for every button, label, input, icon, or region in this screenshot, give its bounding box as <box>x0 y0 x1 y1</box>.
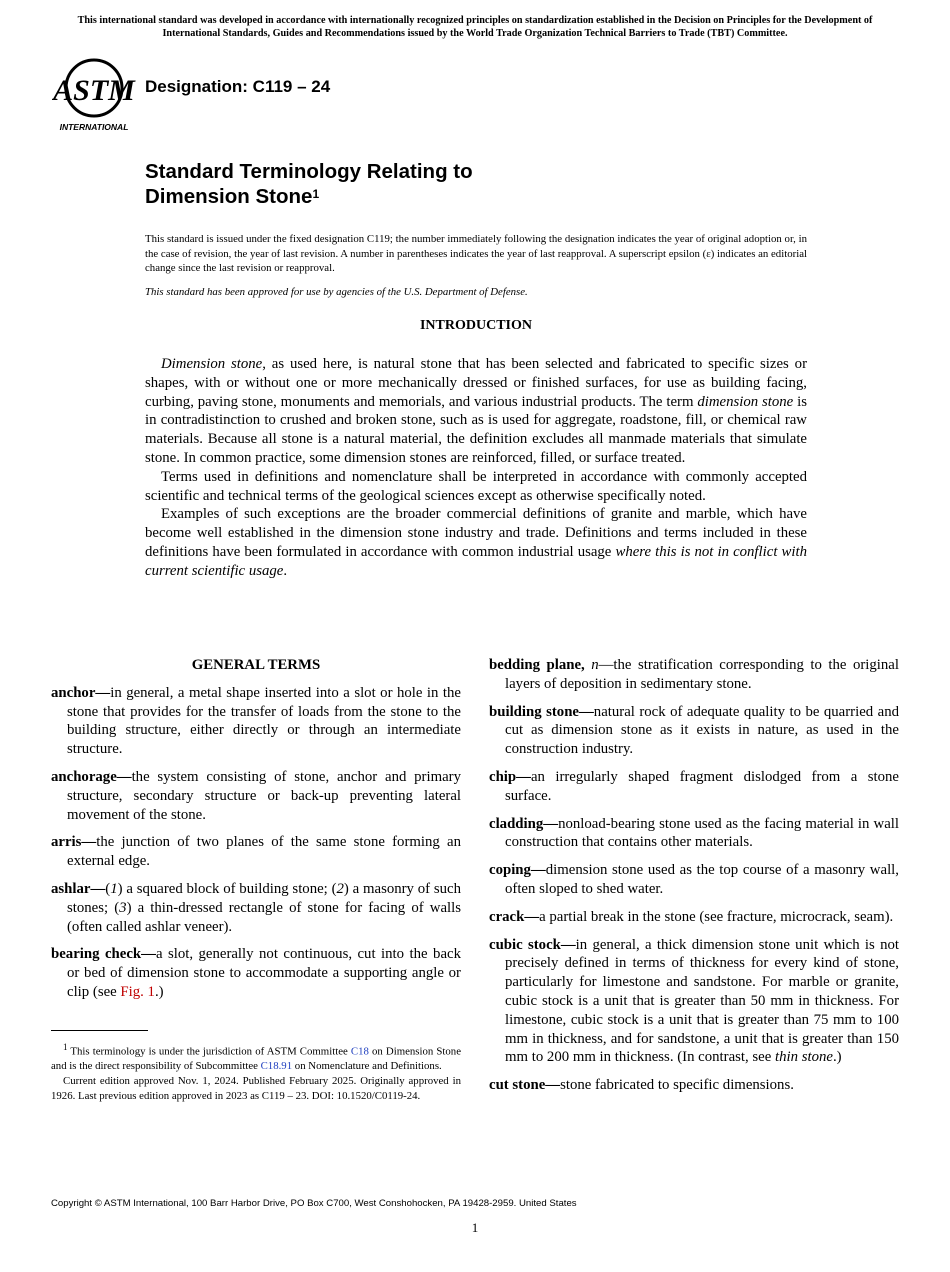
document-title <box>145 159 473 209</box>
wto-notice: This international standard was developed in accordance with internationally recognized principles on standardization established in the Decision on Principles for the Development of International Standards, Guides and Recommendations issued by the World Trade Organization Technical Barriers to Trade (TBT) Committee. <box>77 15 873 39</box>
footnote: $^1$ This terminology is under the jurisdiction of ASTM Committee C18 on Dimension Stone and is the direct responsibility of Subcommittee C18.91 on Nomenclature and Definitions. Current edition approved Nov. 1, 2024. Published February 2025. Originally approved in 1926. Last previous edition approved in 2023 as C119 – 23. DOI: 10.1520/C0119-24. <box>51 1042 461 1102</box>
logo-subtext: INTERNATIONAL <box>59 122 129 132</box>
term-bearing-check: bearing check—a slot, generally not continuous, cut into the back or bed of dimension stone to accommodate a supporting angle or clip (see Fig. 1.) <box>51 946 461 1000</box>
term-cut-stone: cut stone—stone fabricated to specific dimensions. <box>489 1077 794 1094</box>
title-footnote-ref[interactable]: 1 <box>312 187 320 201</box>
figure-1-link[interactable]: Fig. 1 <box>120 983 155 1000</box>
logo-text: ASTM <box>53 74 135 107</box>
right-column <box>489 656 899 1104</box>
intro-paragraph: Terms used in definitions and nomenclature shall be interpreted in accordance with commonly accepted scientific and technical terms of the geological sciences except as otherwise specifically noted. <box>145 468 807 504</box>
term-arris: arris—the junction of two planes of the same stone forming an external edge. <box>51 834 461 870</box>
term-anchorage: anchorage—the system consisting of stone, anchor and primary structure, secondary structure or back-up preventing lateral movement of the stone. <box>51 768 461 823</box>
left-column <box>51 656 461 1011</box>
edition-note: Current edition approved Nov. 1, 2024. Published February 2025. Originally approved in 1926. Last previous edition approved in 2023 as C119 – 23. DOI: 10.1520/C0119-24. <box>51 1075 461 1102</box>
copyright: Copyright © ASTM International, 100 Barr Harbor Drive, PO Box C700, West Conshohocken, PA 19428-2959. United States <box>51 1198 577 1209</box>
term-coping: coping—dimension stone used as the top course of a masonry wall, often sloped to shed water. <box>489 862 899 897</box>
intro-paragraph: Examples of such exceptions are the broader commercial definitions of granite and marble, which have become well established in the dimension stone industry and trade. Definitions and terms included in these definitions have been formulated in accordance with common industrial usage where this is not in conflict with current scientific usage. <box>145 506 807 579</box>
intro-paragraph: Dimension stone, as used here, is natural stone that has been selected and fabricated to specific sizes or shapes, with or without one or more mechanically dressed or finished surfaces, for use as building facing, curbing, paving stone, monuments and memorials, and various industrial products. The term dimension stone is in contradistinction to crushed and broken stone, such as is used for aggregate, roadstone, fill, or chemical raw materials. Because all stone is a natural material, the definition excludes all manmade materials that simulate stone. In common practice, some dimension stones are reinforced, filled, or surface treated. <box>145 356 807 466</box>
term-anchor: anchor—in general, a metal shape inserted into a slot or hole in the stone that provides for the transfer of loads from the stone to the building structure, either directly or through an intermediate structure. <box>51 684 461 758</box>
term-building-stone: building stone—natural rock of adequate quality to be quarried and cut as dimension stone as it exists in nature, as used in the construction industry. <box>489 703 899 758</box>
dod-approval-note: This standard has been approved for use by agencies of the U.S. Department of Defense. <box>145 286 528 298</box>
term-crack: crack—a partial break in the stone (see fracture, microcrack, seam). <box>489 908 894 925</box>
page-number: 1 <box>471 1220 479 1235</box>
introduction-body <box>145 355 807 581</box>
general-terms-heading: GENERAL TERMS <box>191 657 321 673</box>
term-bedding-plane: bedding plane, n—the stratification corresponding to the original layers of deposition in sedimentary stone. <box>489 657 899 692</box>
title-line-1: Standard Terminology Relating to <box>145 160 473 183</box>
term-ashlar: ashlar—(1) a squared block of building stone; (2) a masonry of such stones; (3) a thin-dressed rectangle of stone for facing of walls (often called ashlar veneer). <box>51 880 462 935</box>
term-chip: chip—an irregularly shaped fragment dislodged from a stone surface. <box>489 768 899 804</box>
committee-c18-link[interactable]: C18 <box>350 1045 369 1058</box>
footnote-marker: 1 <box>63 1042 68 1052</box>
issued-note: This standard is issued under the fixed designation C119; the number immediately following the designation indicates the year of original adoption or, in the case of revision, the year of last revision. A number in parentheses indicates the year of last reapproval. A superscript epsilon (ε) indicates an editorial change since the last revision or reapproval. <box>145 233 807 274</box>
designation: Designation: C119 – 24 <box>145 77 331 96</box>
term-cubic-stock: cubic stock—in general, a thick dimension stone unit which is not precisely defined in terms of thickness for every kind of stone, particularly for limestone and sandstone. For marble or granite, cubic stock is a unit that is greater than 50 mm in thickness. For limestone, cubic stock is a unit that is greater than 75 mm to 100 mm in thickness, and for sandstone, a unit that is greater than 150 mm to 200 mm in thickness. (In contrast, see thin stone.) <box>489 936 899 1066</box>
astm-logo <box>52 55 136 133</box>
introduction-heading: INTRODUCTION <box>419 318 532 333</box>
footnote-divider <box>51 1030 148 1031</box>
term-cladding: cladding—nonload-bearing stone used as the facing material in wall construction that contains other materials. <box>489 815 899 851</box>
title-line-2: Dimension Stone <box>145 185 313 208</box>
subcommittee-c18-91-link[interactable]: C18.91 <box>260 1060 293 1073</box>
